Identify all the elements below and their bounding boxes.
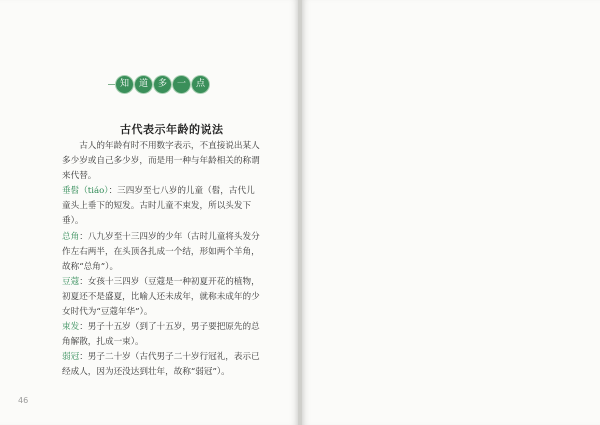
age-term: 豆蔻 bbox=[62, 276, 80, 287]
badge-char: 点 bbox=[192, 76, 209, 93]
age-description: ：三四岁至七八岁的儿童（髫，古代儿童头上垂下的短发。古时儿童不束发，所以头发下垂）。 bbox=[62, 186, 255, 227]
age-description: ：女孩十三四岁（豆蔻是一种初夏开花的植物，初夏还不是盛夏，比喻人还未成年，就称未成年的少女时代为“豆蔻年华”）。 bbox=[62, 276, 260, 318]
age-entry bbox=[62, 184, 262, 229]
badge-char: 道 bbox=[135, 76, 152, 93]
age-entry bbox=[62, 350, 262, 380]
age-entry bbox=[62, 230, 262, 275]
right-page bbox=[302, 0, 600, 425]
badge-char: 知 bbox=[116, 76, 133, 93]
age-term: 总角 bbox=[62, 231, 80, 242]
age-term: 弱冠 bbox=[62, 352, 80, 363]
intro-paragraph: 古人的年龄有时不用数字表示，不直接说出某人多少岁或自己多少岁，而是用一种与年龄相关的称谓来代替。 bbox=[62, 141, 260, 182]
age-term: 束发 bbox=[62, 322, 80, 333]
age-description: ：八九岁至十三四岁的少年（古时儿童将头发分作左右两半，在头顶各扎成一个结，形如两个羊角，故称“总角”）。 bbox=[62, 231, 260, 272]
age-entry bbox=[62, 275, 262, 320]
left-page bbox=[0, 0, 298, 425]
age-description: ：男子二十岁（古代男子二十岁行冠礼，表示已经成人，因为还没达到壮年，故称“弱冠”）。 bbox=[62, 352, 260, 378]
page-number-left: 46 bbox=[18, 396, 29, 405]
know-more-badge bbox=[116, 76, 211, 93]
badge-char: 一 bbox=[173, 76, 190, 93]
age-entry bbox=[62, 320, 262, 350]
age-description: ：男子十五岁（到了十五岁，男子要把原先的总角解散，扎成一束）。 bbox=[62, 322, 260, 348]
left-body-text bbox=[62, 139, 262, 381]
age-term: 垂髫（tiáo） bbox=[62, 186, 109, 197]
section-title: 古代表示年龄的说法 bbox=[120, 123, 224, 136]
badge-char: 多 bbox=[154, 76, 171, 93]
